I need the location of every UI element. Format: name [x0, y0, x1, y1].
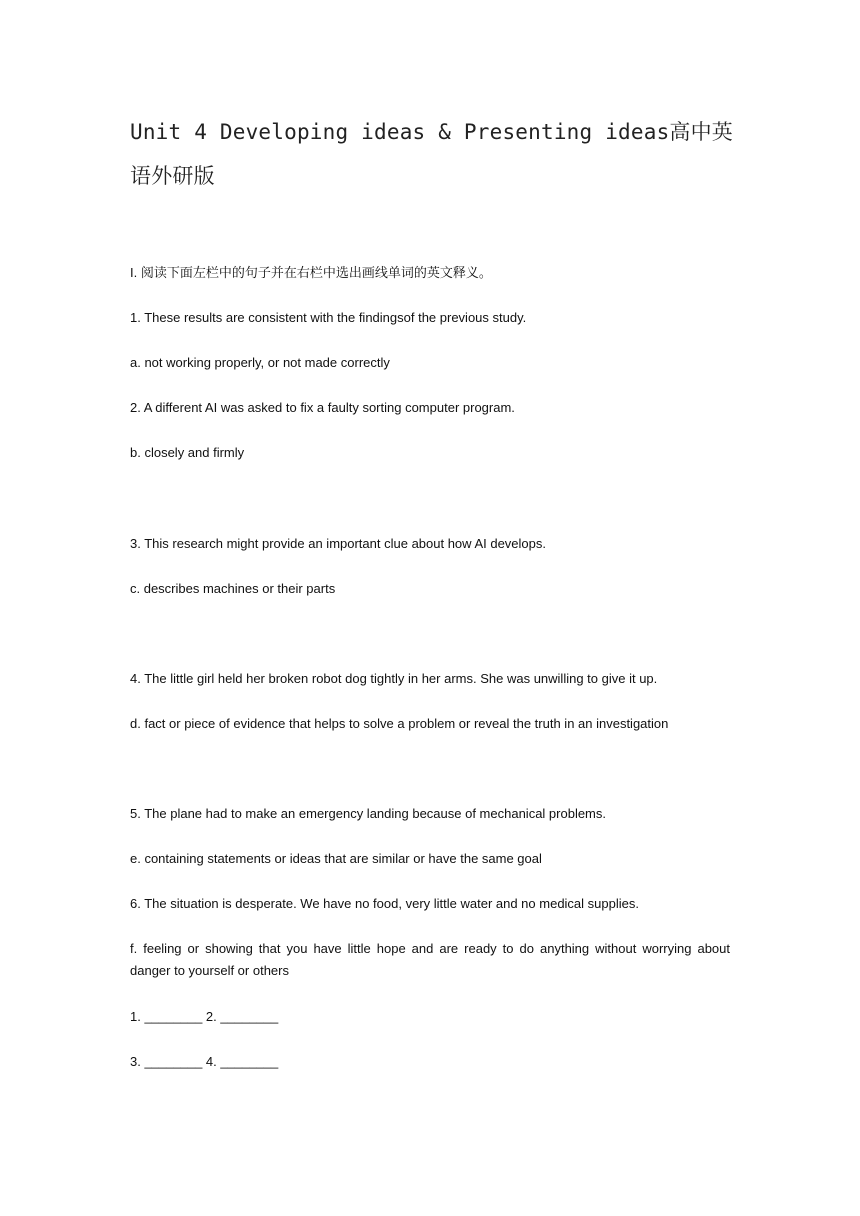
definition-f: f. feeling or showing that you have little hope and are ready to do anything without worrying about danger to yourself or others — [130, 941, 730, 978]
sentence-2: 2. A different AI was asked to fix a faulty sorting computer program. — [130, 400, 515, 415]
sentence-6: 6. The situation is desperate. We have no food, very little water and no medical supplies. — [130, 896, 639, 911]
sentence-3: 3. This research might provide an important clue about how AI develops. — [130, 536, 546, 551]
definition-e: e. containing statements or ideas that are similar or have the same goal — [130, 851, 542, 866]
sentence-5: 5. The plane had to make an emergency landing because of mechanical problems. — [130, 806, 606, 821]
definition-d: d. fact or piece of evidence that helps to solve a problem or reveal the truth in an investigation — [130, 716, 669, 731]
document-title: Unit 4 Developing ideas & Presenting ideas高中英语外研版 — [130, 120, 734, 188]
answer-line-2: 3. ________ 4. ________ — [130, 1054, 279, 1069]
section-heading: I. 阅读下面左栏中的句子并在右栏中选出画线单词的英文释义。 — [130, 265, 492, 280]
sentence-1: 1. These results are consistent with the findingsof the previous study. — [130, 310, 527, 325]
answer-line-1: 1. ________ 2. ________ — [130, 1009, 279, 1024]
document-page — [130, 0, 734, 1216]
definition-c: c. describes machines or their parts — [130, 581, 336, 596]
definition-a: a. not working properly, or not made correctly — [130, 355, 390, 370]
definition-b: b. closely and firmly — [130, 445, 245, 460]
sentence-4: 4. The little girl held her broken robot dog tightly in her arms. She was unwilling to give it up. — [130, 671, 658, 686]
